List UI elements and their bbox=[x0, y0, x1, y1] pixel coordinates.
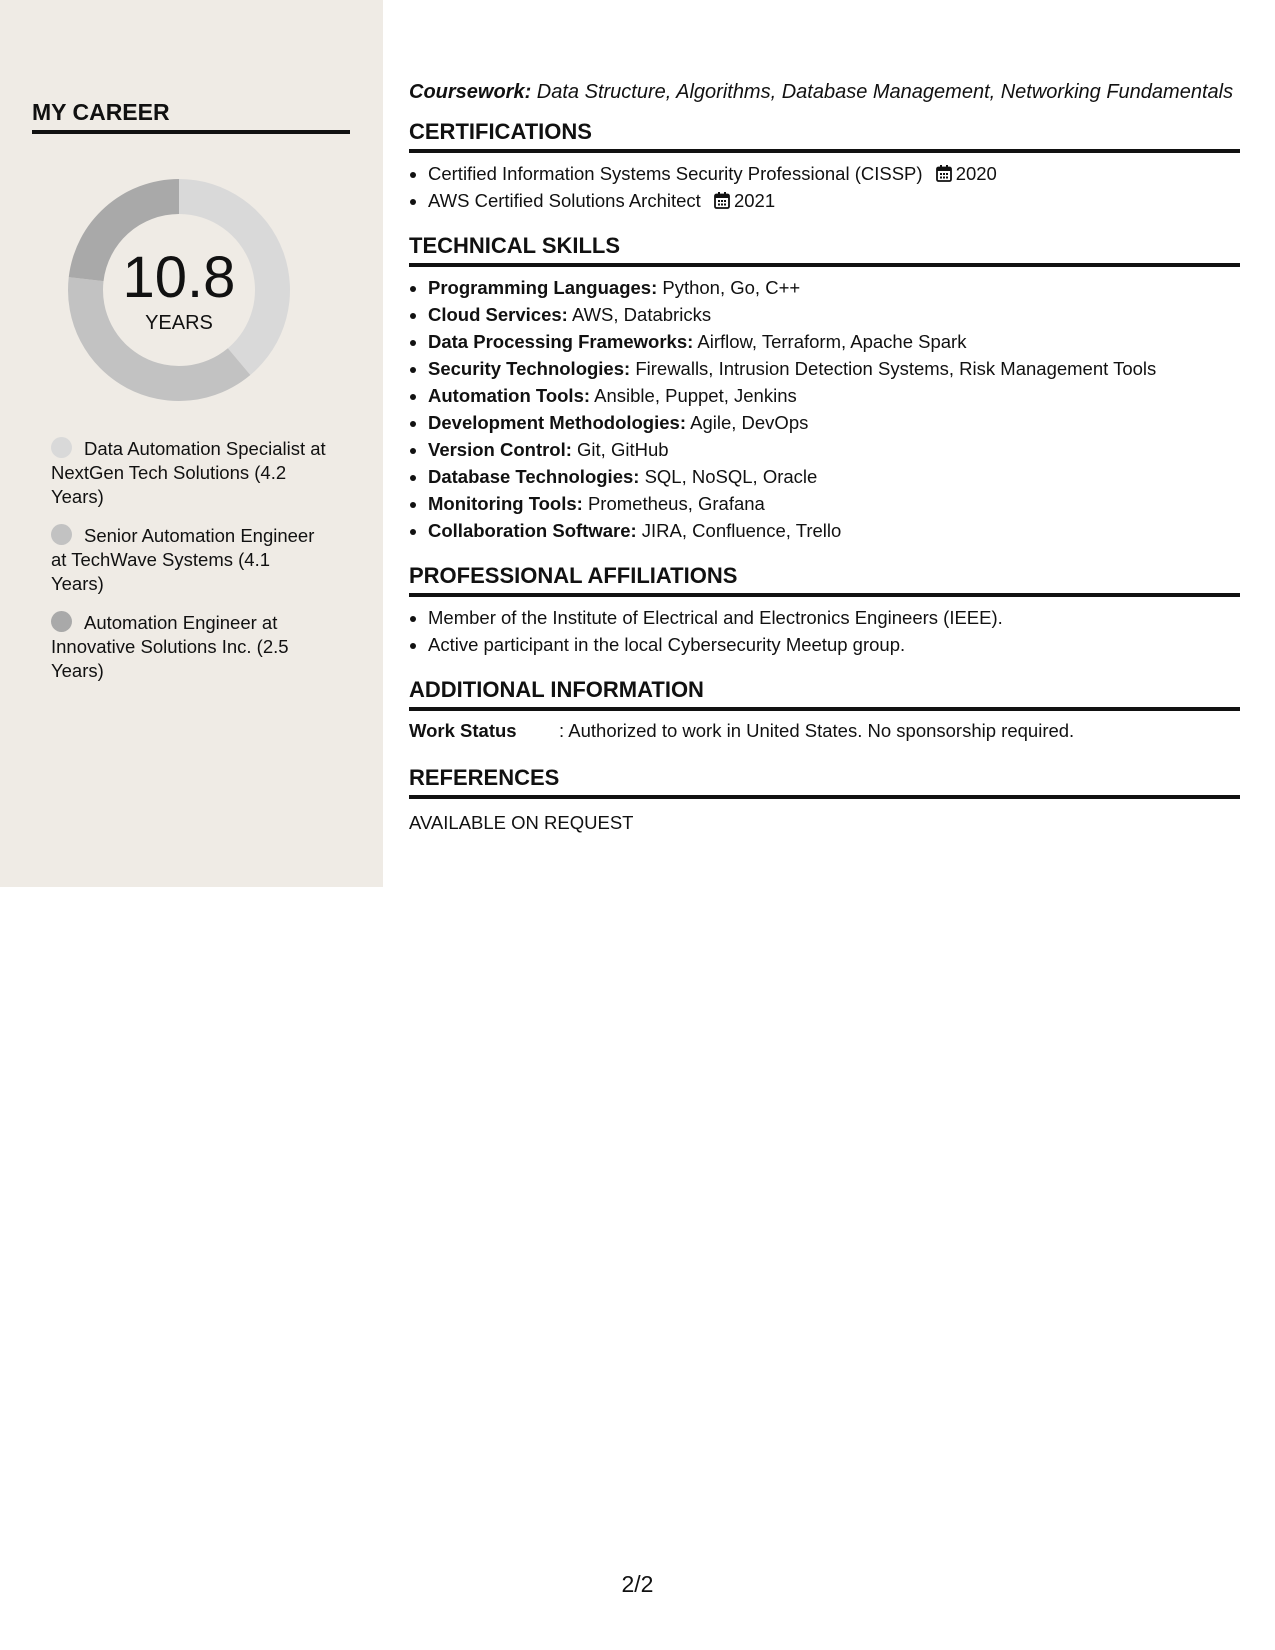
skill-value: Prometheus, Grafana bbox=[582, 493, 765, 514]
total-years-unit: YEARS bbox=[145, 312, 213, 334]
legend-dot-icon bbox=[51, 611, 72, 632]
legend-item bbox=[51, 524, 326, 596]
references-title: REFERENCES bbox=[409, 764, 1240, 799]
certification-name: Certified Information Systems Security Professional (CISSP) bbox=[428, 163, 923, 184]
certifications-title: CERTIFICATIONS bbox=[409, 118, 1240, 153]
affiliations-title: PROFESSIONAL AFFILIATIONS bbox=[409, 562, 1240, 597]
skill-item bbox=[428, 490, 1240, 517]
legend-label: Automation Engineer at Innovative Solutions Inc. (2.5 Years) bbox=[51, 612, 289, 681]
skill-label: Database Technologies: bbox=[428, 466, 640, 487]
skill-value: Git, GitHub bbox=[571, 439, 669, 460]
technical-skills-list bbox=[409, 274, 1240, 544]
skill-value: Python, Go, C++ bbox=[657, 277, 801, 298]
certification-name: AWS Certified Solutions Architect bbox=[428, 190, 701, 211]
legend-label: Senior Automation Engineer at TechWave Systems (4.1 Years) bbox=[51, 525, 315, 594]
work-status-value: : Authorized to work in United States. No sponsorship required. bbox=[559, 720, 1075, 741]
affiliations-list bbox=[409, 604, 1240, 658]
additional-info-title: ADDITIONAL INFORMATION bbox=[409, 676, 1240, 711]
skill-value: AWS, Databricks bbox=[567, 304, 712, 325]
skill-item bbox=[428, 409, 1240, 436]
legend-item bbox=[51, 437, 326, 509]
skill-value: Ansible, Puppet, Jenkins bbox=[590, 385, 797, 406]
certification-item bbox=[428, 187, 1240, 214]
calendar-icon bbox=[936, 165, 952, 182]
skill-label: Cloud Services: bbox=[428, 304, 568, 325]
skill-label: Automation Tools: bbox=[428, 385, 591, 406]
certification-item bbox=[428, 160, 1240, 187]
skill-value: JIRA, Confluence, Trello bbox=[636, 520, 842, 541]
skill-label: Version Control: bbox=[428, 439, 572, 460]
references-text: AVAILABLE ON REQUEST bbox=[409, 812, 634, 833]
skill-item bbox=[428, 382, 1240, 409]
coursework-text: Data Structure, Algorithms, Database Management, Networking Fundamentals bbox=[531, 81, 1234, 103]
certification-year: 2020 bbox=[955, 163, 997, 184]
skill-label: Security Technologies: bbox=[428, 358, 631, 379]
skill-value: Agile, DevOps bbox=[686, 412, 809, 433]
technical-skills-title: TECHNICAL SKILLS bbox=[409, 232, 1240, 267]
coursework-line bbox=[409, 78, 1240, 106]
skill-item bbox=[428, 436, 1240, 463]
skill-label: Programming Languages: bbox=[428, 277, 658, 298]
skill-item bbox=[428, 301, 1240, 328]
legend-item bbox=[51, 611, 326, 683]
total-years-value: 10.8 bbox=[122, 245, 236, 310]
work-status-label: Work Status bbox=[409, 720, 517, 741]
affiliation-item: • Member of the Institute of Electrical and Electronics Engineers (IEEE). bbox=[428, 604, 1240, 631]
skill-item bbox=[428, 517, 1240, 544]
skill-value: Firewalls, Intrusion Detection Systems, Risk Management Tools bbox=[630, 358, 1157, 379]
legend-dot-icon bbox=[51, 437, 72, 458]
skill-item bbox=[428, 355, 1240, 382]
skill-item bbox=[428, 328, 1240, 355]
legend-label: Data Automation Specialist at NextGen Tech Solutions (4.2 Years) bbox=[51, 438, 326, 507]
career-legend bbox=[51, 437, 326, 698]
skill-label: Development Methodologies: bbox=[428, 412, 686, 433]
career-donut-chart bbox=[66, 177, 292, 403]
page-number: 2/2 bbox=[621, 1571, 654, 1597]
certifications-list bbox=[409, 160, 1240, 214]
career-sidebar bbox=[0, 0, 383, 887]
resume-main bbox=[409, 78, 1240, 836]
donut-center bbox=[66, 177, 292, 403]
skill-label: Data Processing Frameworks: bbox=[428, 331, 694, 352]
skill-label: Collaboration Software: bbox=[428, 520, 637, 541]
calendar-icon bbox=[714, 192, 730, 209]
legend-dot-icon bbox=[51, 524, 72, 545]
skill-label: Monitoring Tools: bbox=[428, 493, 583, 514]
certification-year: 2021 bbox=[733, 190, 776, 211]
affiliation-item: • Active participant in the local Cybersecurity Meetup group. bbox=[428, 631, 1240, 658]
career-heading: MY CAREER bbox=[32, 98, 350, 134]
skill-item bbox=[428, 274, 1240, 301]
work-status-row bbox=[409, 717, 1240, 744]
skill-value: SQL, NoSQL, Oracle bbox=[639, 466, 818, 487]
skill-value: Airflow, Terraform, Apache Spark bbox=[693, 331, 967, 352]
skill-item bbox=[428, 463, 1240, 490]
coursework-label: Coursework: bbox=[409, 81, 532, 103]
